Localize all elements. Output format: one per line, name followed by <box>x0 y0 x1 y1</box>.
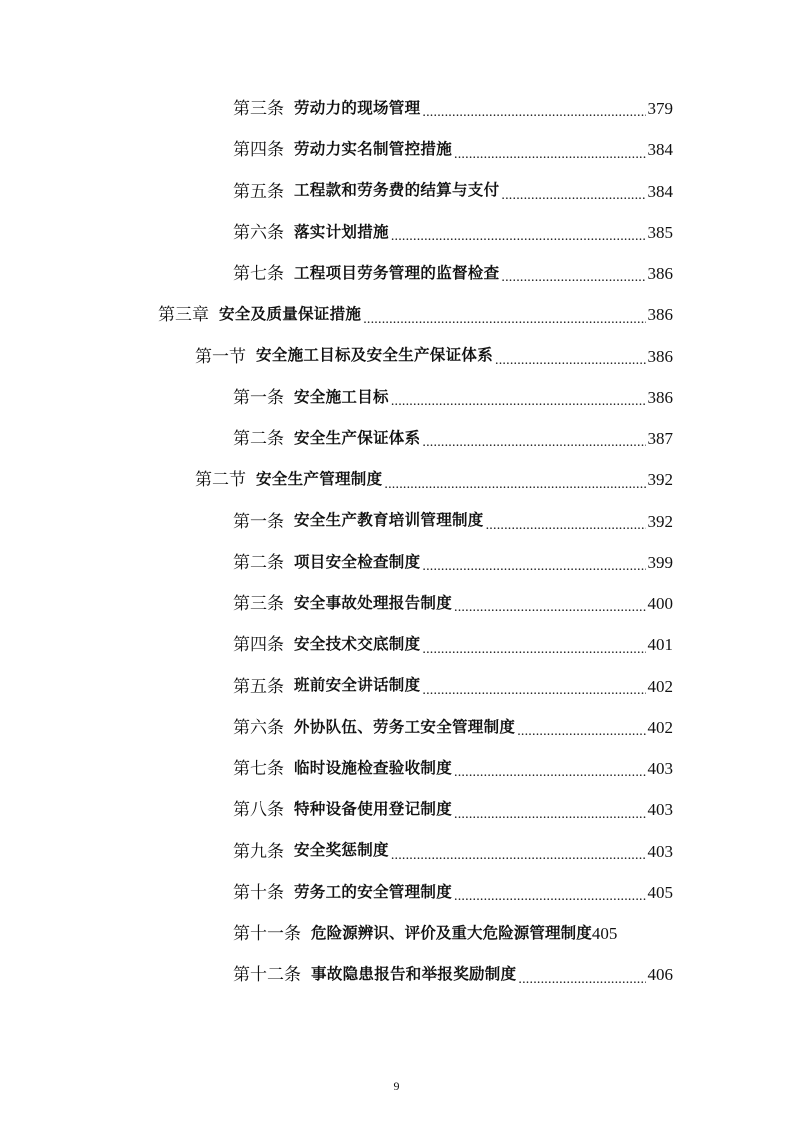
toc-entry-title: 工程项目劳务管理的监督检查 <box>294 263 500 282</box>
toc-entry-number: 第四条 <box>233 140 284 160</box>
toc-entry-number: 第五条 <box>233 676 284 696</box>
toc-entry-title: 安全施工目标 <box>294 387 389 406</box>
toc-entry-number: 第四条 <box>233 635 284 655</box>
toc-entry[interactable] <box>0 253 793 294</box>
toc-entry[interactable] <box>0 624 793 665</box>
toc-dot-leader <box>454 148 645 171</box>
toc-entry[interactable] <box>0 872 793 913</box>
toc-dot-leader <box>486 519 646 542</box>
toc-entry-title: 班前安全讲话制度 <box>294 676 421 695</box>
toc-entry-number: 第六条 <box>233 222 284 242</box>
toc-entry-number: 第七条 <box>233 759 284 779</box>
toc-entry-title: 临时设施检查验收制度 <box>294 758 453 777</box>
toc-entry-number: 第二条 <box>233 552 284 572</box>
toc-entry-page: 400 <box>647 594 673 614</box>
toc-entry-title: 外协队伍、劳务工安全管理制度 <box>294 717 516 736</box>
toc-dot-leader <box>495 354 645 377</box>
toc-entry[interactable] <box>0 129 793 170</box>
toc-dot-leader <box>454 766 645 789</box>
toc-entry-number: 第二条 <box>233 429 284 449</box>
toc-dot-leader <box>422 684 645 707</box>
toc-entry-page: 402 <box>647 676 673 696</box>
toc-entry-title: 项目安全检查制度 <box>294 552 421 571</box>
toc-entry-page: 386 <box>647 264 673 284</box>
toc-entry-page: 384 <box>647 140 673 160</box>
toc-section-entry[interactable] <box>0 459 793 500</box>
toc-entry-number: 第十二条 <box>233 965 301 985</box>
toc-entry-title: 危险源辨识、评价及重大危险源管理制度 <box>311 923 592 942</box>
toc-entry-number: 第八条 <box>233 800 284 820</box>
toc-entry-page: 403 <box>647 841 673 861</box>
toc-entry-number: 第十条 <box>233 882 284 902</box>
toc-dot-leader <box>422 436 645 459</box>
toc-entry[interactable] <box>0 789 793 830</box>
toc-entry[interactable] <box>0 748 793 789</box>
toc-dot-leader <box>501 189 645 212</box>
toc-dot-leader <box>391 230 646 253</box>
toc-entry-page: 406 <box>647 965 673 985</box>
toc-entry-title: 劳动力实名制管控措施 <box>294 140 453 159</box>
toc-entry[interactable] <box>0 501 793 542</box>
toc-entry-page: 401 <box>647 635 673 655</box>
toc-entry-page: 385 <box>647 222 673 242</box>
toc-entry-number: 第十一条 <box>233 924 301 944</box>
toc-entry-title: 事故隐患报告和举报奖励制度 <box>311 965 517 984</box>
toc-entry-number: 第三章 <box>158 305 209 325</box>
toc-entry-title: 特种设备使用登记制度 <box>294 800 453 819</box>
toc-entry-page: 405 <box>647 882 673 902</box>
toc-entry-title: 工程款和劳务费的结算与支付 <box>294 181 500 200</box>
toc-entry-number: 第一条 <box>233 511 284 531</box>
toc-entry-page: 403 <box>647 800 673 820</box>
toc-entry-title: 安全及质量保证措施 <box>219 305 362 324</box>
toc-entry-number: 第一节 <box>195 346 246 366</box>
toc-entry-title: 安全事故处理报告制度 <box>294 593 453 612</box>
toc-entry[interactable] <box>0 666 793 707</box>
toc-entry-title: 劳动力的现场管理 <box>294 98 421 117</box>
toc-entry-title: 安全技术交底制度 <box>294 635 421 654</box>
toc-dot-leader <box>363 313 645 336</box>
toc-entry[interactable] <box>0 831 793 872</box>
toc-entry[interactable] <box>0 707 793 748</box>
toc-dot-leader <box>454 890 645 913</box>
toc-entry-page: 405 <box>591 924 618 944</box>
toc-entry-title: 安全生产保证体系 <box>294 428 421 447</box>
toc-entry[interactable] <box>0 88 793 129</box>
toc-entry-page: 379 <box>647 99 673 119</box>
toc-entry-number: 第三条 <box>233 594 284 614</box>
toc-entry-number: 第五条 <box>233 181 284 201</box>
toc-entry[interactable] <box>0 212 793 253</box>
toc-dot-leader <box>422 643 645 666</box>
toc-entry-page: 386 <box>647 305 673 325</box>
toc-entry[interactable] <box>0 171 793 212</box>
toc-entry-page: 386 <box>647 346 673 366</box>
toc-entry-title: 劳务工的安全管理制度 <box>294 882 453 901</box>
toc-entry-number: 第二节 <box>195 470 246 490</box>
toc-dot-leader <box>422 560 645 583</box>
toc-dot-leader <box>391 849 646 872</box>
toc-entry-title: 安全生产教育培训管理制度 <box>294 511 484 530</box>
toc-entry-number: 第一条 <box>233 387 284 407</box>
toc-dot-leader <box>422 106 645 129</box>
toc-entry-title: 安全奖惩制度 <box>294 841 389 860</box>
toc-entry-page: 402 <box>647 717 673 737</box>
toc-entry-title: 落实计划措施 <box>294 222 389 241</box>
toc-entry-page: 384 <box>647 181 673 201</box>
toc-entry-page: 386 <box>647 387 673 407</box>
toc-dot-leader <box>501 271 645 294</box>
toc-entry-page: 387 <box>647 429 673 449</box>
page-number: 9 <box>393 1079 400 1093</box>
toc-entry[interactable] <box>0 954 793 995</box>
toc-entry[interactable] <box>0 913 793 954</box>
toc-chapter-entry[interactable] <box>0 294 793 335</box>
toc-entry-number: 第七条 <box>233 264 284 284</box>
toc-entry-page: 399 <box>647 552 673 572</box>
toc-entry-page: 403 <box>647 759 673 779</box>
toc-entry-page: 392 <box>647 511 673 531</box>
toc-dot-leader <box>454 808 645 831</box>
toc-dot-leader <box>454 601 645 624</box>
toc-entry[interactable] <box>0 542 793 583</box>
toc-entry-title: 安全生产管理制度 <box>256 470 383 489</box>
toc-entry-number: 第六条 <box>233 717 284 737</box>
toc-entry[interactable] <box>0 418 793 459</box>
toc-entry[interactable] <box>0 583 793 624</box>
toc-dot-leader <box>517 725 645 748</box>
toc-dot-leader <box>518 973 645 996</box>
toc-entry[interactable] <box>0 377 793 418</box>
toc-entry-page: 392 <box>647 470 673 490</box>
toc-section-entry[interactable] <box>0 336 793 377</box>
toc-dot-leader <box>391 395 646 418</box>
toc-entry-title: 安全施工目标及安全生产保证体系 <box>256 346 494 365</box>
toc-entry-number: 第三条 <box>233 99 284 119</box>
toc-dot-leader <box>384 478 645 501</box>
table-of-contents <box>0 88 793 996</box>
toc-entry-number: 第九条 <box>233 841 284 861</box>
